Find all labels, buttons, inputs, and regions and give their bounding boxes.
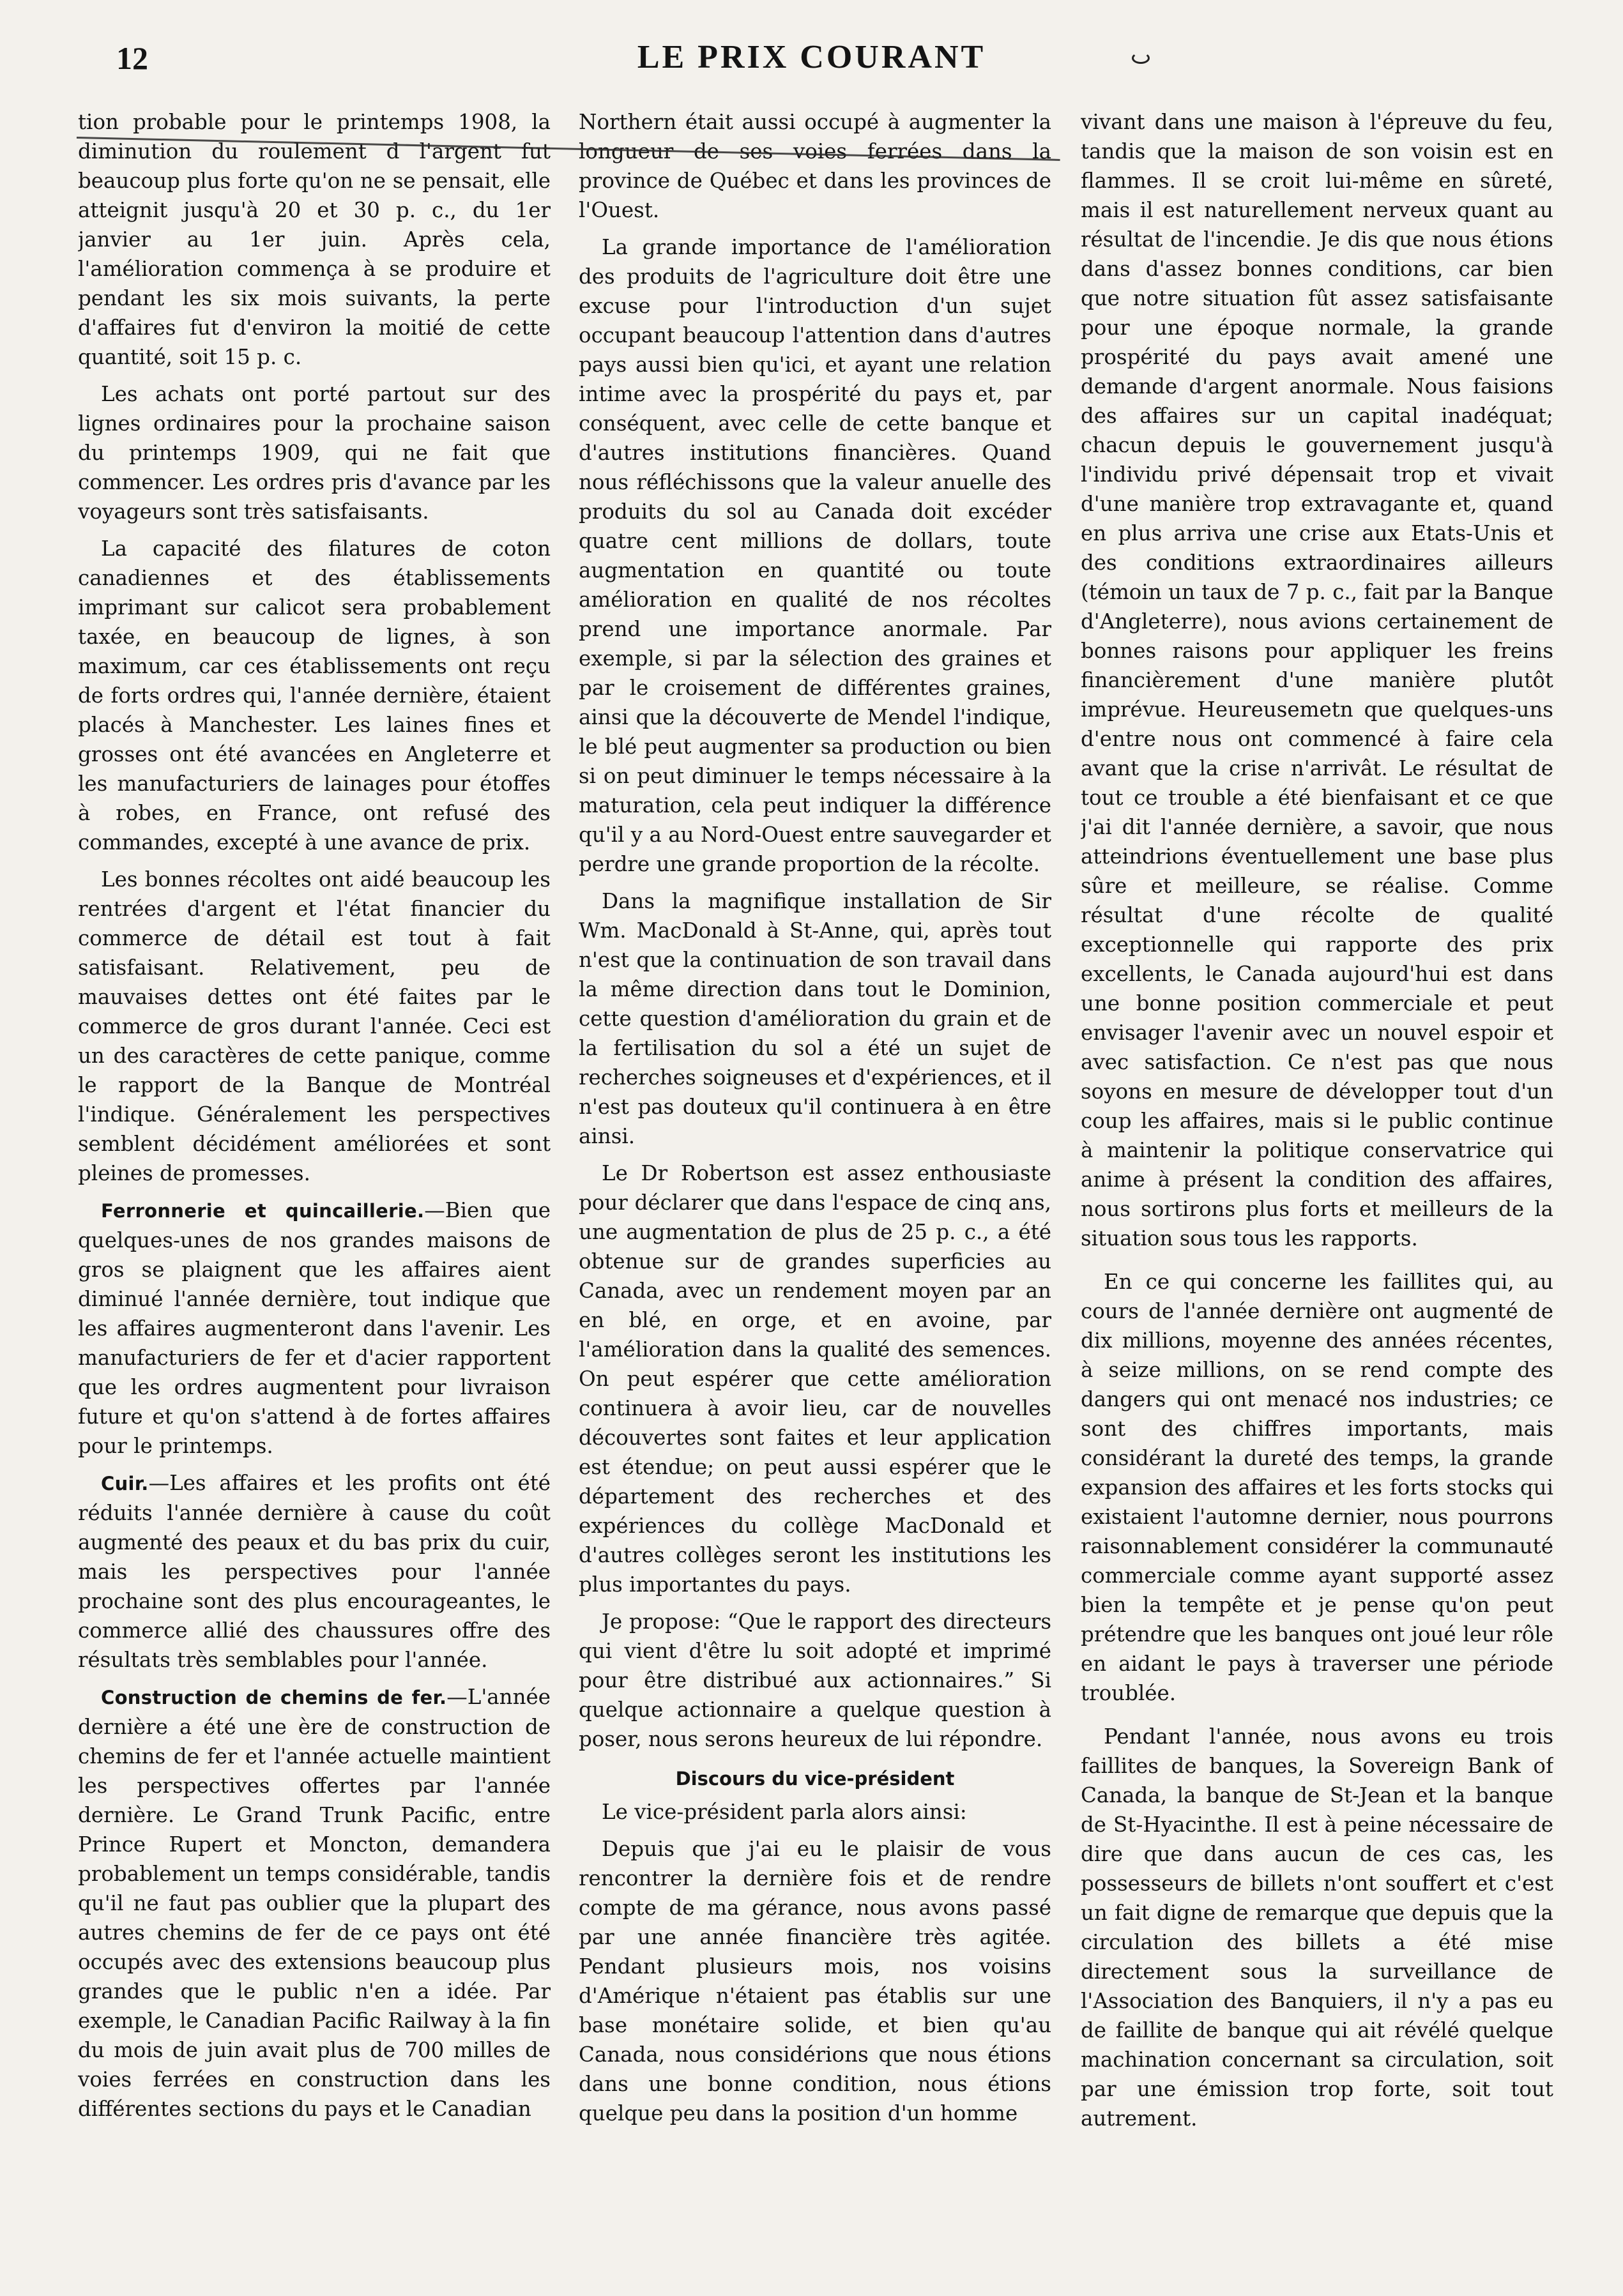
text-column-3	[1081, 107, 1553, 2285]
paragraph-railways	[78, 1682, 551, 2124]
paragraph: tion probable pour le printemps 1908, la diminution du roulement d l'argent fut beaucoup plus forte qu'on ne se pensait, elle atteignit jusqu'à 20 et 30 p. c., du 1er janvier au 1er juin. Après cela, l'amélioration commença à se produire et pendant les six mois suivants, la perte d'affaires fut d'environ la moitié de cette quantité, soit 15 p. c.	[78, 110, 551, 369]
paragraph: Pendant l'année, nous avons eu trois faillites de banques, la Sovereign Bank of Canada, la banque de St-Jean et la banque de St-Hyacinthe. Il est à peine nécessaire de dire que dans aucun de ces cas, les possesseurs de billets n'ont souffert et c'est un fait digne de remarque que depuis que la circulation des billets a été mise directement sous la surveillance de l'Association des Banquiers, il n'y a pas eu de faillite de banque qui ait révélé quelque machination concernant sa circulation, soit par une émission trop forte, soit tout autrement.	[1081, 1724, 1553, 2131]
ink-mark	[1132, 52, 1150, 64]
paragraph: Dans la magnifique installation de Sir Wm. MacDonald à St-Anne, qui, après tout n'est que la continuation de son travail dans la même direction dans tout le Dominion, cette question d'amélioration du grain et de la fertilisation du sol a été un sujet de recherches soigneuses et d'expériences, et il n'est pas douteux qu'il continuera à en être ainsi.	[579, 889, 1051, 1148]
paragraph: Depuis que j'ai eu le plaisir de vous rencontrer la dernière fois et de rendre compte de ma gérance, nous avons passé par une année financière très agitée. Pendant plusieurs mois, nos voisins d'Amérique n'étaient pas établis sur une base monétaire solide, et bien qu'au Canada, nous considérions que nous étions dans une bonne condition, nous étions quelque peu dans la position d'un homme	[579, 1837, 1051, 2125]
paragraph: Le vice-président parla alors ainsi:	[602, 1800, 967, 1824]
paragraph: En ce qui concerne les faillites qui, au cours de l'année dernière ont augmenté de dix millions, moyenne des années récentes, à seize millions, on se rend compte des dangers qui ont menacé nos industries; ce sont des chiffres importants, mais considérant la dureté des temps, la grande expansion des affaires et les forts stocks qui existaient l'automne dernier, nous pourrons raisonnablement considérer la communauté commerciale comme ayant supporté assez bien la tempête et je pense qu'on peut prétendre que les banques ont joué leur rôle en aidant le pays à traverser une période troublée.	[1081, 1270, 1553, 1705]
section-lead-hardware: Ferronnerie et quincaillerie.	[101, 1200, 425, 1222]
paragraph: Les bonnes récoltes ont aidé beaucoup les rentrées d'argent et l'état financier du commerce de détail est tout à fait satisfaisant. Relativement, peu de mauvaises dettes ont été faites par le commerce de gros durant l'année. Ceci est un des caractères de cette panique, comme le rapport de la Banque de Montréal l'indique. Généralement les perspectives semblent décidément améliorées et sont pleines de promesses.	[78, 867, 551, 1185]
paragraph: vivant dans une maison à l'épreuve du feu, tandis que la maison de son voisin est en flammes. Il se croit lui-même en sûreté, mais il est naturellement nerveux quant au résultat de l'incendie. Je dis que nous étions dans d'assez bonnes conditions, car bien que notre situation fût assez satisfaisante pour une époque normale, la grande prospérité du pays avait amené une demande d'argent anormale. Nous faisions des affaires sur un capital inadéquat; chacun depuis le gouvernement jusqu'à l'individu privé dépensait trop et vivait d'une manière trop extravagante et, quand en plus arriva une crise aux Etats-Unis et des conditions extraordinaires ailleurs (témoin un taux de 7 p. c., fait par la Banque d'Angleterre), nous avions certainement de bonnes raisons pour appliquer les freins financièrement d'une manière plutôt imprévue. Heureusemetn que quelques-uns d'entre nous ont commencé à faire cela avant que la crise n'arrivât. Le résultat de tout ce trouble a été bienfaisant et ce que j'ai dit l'année dernière, a savoir, que nous atteindrions éventuellement une base plus sûre et meilleure, se réalise. Comme résultat d'une récolte de qualité exceptionnelle qui rapporte des prix excellents, le Canada aujourd'hui est dans une bonne position commerciale et peut envisager l'avenir avec un nouvel espoir et avec satisfaction. Ce n'est pas que nous soyons en mesure de développer tout d'un coup les affaires, mais si le public continue à maintenir la politique conservatrice qui anime à présent la condition des affaires, nous sortirons plus forts et meilleurs de la situation sous tous les rapports.	[1081, 110, 1553, 1251]
paragraph: Je propose: “Que le rapport des directeurs qui vient d'être lu soit adopté et imprimé pour être distribué aux actionnaires.” Si quelque actionnaire a quelque question à poser, nous serons heureux de lui répondre.	[579, 1609, 1051, 1751]
section-heading-vice-president: Discours du vice-président	[675, 1768, 955, 1790]
paragraph: La grande importance de l'amélioration des produits de l'agriculture doit être une excuse pour l'introduction d'un sujet occupant beaucoup l'attention dans d'autres pays aussi bien qu'ici, et ayant une relation intime avec la prospérité du pays et, par conséquent, avec celle de cette banque et d'autres institutions financières. Quand nous réfléchissons que la valeur anuelle des produits du sol au Canada doit excéder quatre cent millions de dollars, toute augmentation en quantité ou toute amélioration en qualité de nos récoltes prend une importance anormale. Par exemple, si par la sélection des graines et par le croisement de différentes graines, ainsi que la découverte de Mendel l'indique, le blé peut augmenter sa production ou bien si on peut diminuer le temps nécessaire à la maturation, cela peut indiquer la différence qu'il y a au Nord-Ouest entre sauvegarder et perdre une grande proportion de la récolte.	[579, 235, 1051, 876]
paragraph: Les achats ont porté partout sur des lignes ordinaires pour la prochaine saison du printemps 1909, qui ne fait que commencer. Les ordres pris d'avance par les voyageurs sont très satisfaisants.	[78, 382, 551, 524]
journal-title: LE PRIX COURANT	[637, 39, 986, 75]
page-number: 12	[116, 40, 148, 76]
text-column-2	[579, 107, 1051, 2285]
section-lead-leather: Cuir.	[101, 1473, 149, 1494]
section-lead-railways: Construction de chemins de fer.	[101, 1687, 447, 1708]
paragraph-hardware	[78, 1196, 551, 1461]
text-column-1	[78, 107, 551, 2285]
paragraph-text: —Bien que quelques-unes de nos grandes maisons de gros se plaignent que les affaires aient diminué l'année dernière, tout indique que les affaires augmenteront dans l'avenir. Les manufacturiers de fer et d'acier rapportent que les ordres augmentent pour livraison future et qu'on s'attend à de fortes affaires pour le printemps.	[78, 1198, 551, 1458]
paragraph: Le Dr Robertson est assez enthousiaste pour déclarer que dans l'espace de cinq ans, une augmentation de plus de 25 p. c., a été obtenue sur de grandes superficies au Canada, avec un rendement moyen par an en blé, en orge, et en avoine, par l'amélioration dans la qualité des semences. On peut espérer que cette amélioration continuera à avoir lieu, car de nouvelles découvertes sont faites et leur application est étendue; on peut aussi espérer que le département des recherches et des expériences du collège MacDonald et d'autres collèges seront les institutions les plus importantes du pays.	[579, 1161, 1051, 1597]
paragraph: La capacité des filatures de coton canadiennes et des établissements imprimant sur calicot sera probablement taxée, en beaucoup de lignes, à son maximum, car ces établissements ont reçu de forts ordres qui, l'année dernière, étaient placés à Manchester. Les laines fines et grosses ont été avancées en Angleterre et les manufacturiers de lainages pour étoffes à robes, en France, ont refusé des commandes, excepté à une avance de prix.	[78, 536, 551, 855]
paragraph-text: —Les affaires et les profits ont été réduits l'année dernière à cause du coût augmenté des peaux et du bas prix du cuir, mais les perspectives pour l'année prochaine sont des plus encourageantes, le commerce allié des chaussures offre des résultats très semblables pour l'année.	[78, 1471, 551, 1672]
paragraph-leather	[78, 1468, 551, 1675]
paragraph-text: —L'année dernière a été une ère de construction de chemins de fer et l'année actuelle maintient les perspectives offertes par l'année dernière. Le Grand Trunk Pacific, entre Prince Rupert et Moncton, demandera probablement un temps considérable, tandis qu'il ne faut pas oublier que la plupart des autres chemins de fer de ce pays ont été occupés avec des extensions beaucoup plus grandes que le public n'en a idée. Par exemple, le Canadian Pacific Railway à la fin du mois de juin avait plus de 700 milles de voies ferrées en construction dans les différentes sections du pays et le Canadian	[78, 1685, 551, 2121]
paragraph: Northern était aussi occupé à augmenter la longueur de ses voies ferrées dans la province de Québec et dans les provinces de l'Ouest.	[579, 110, 1051, 222]
